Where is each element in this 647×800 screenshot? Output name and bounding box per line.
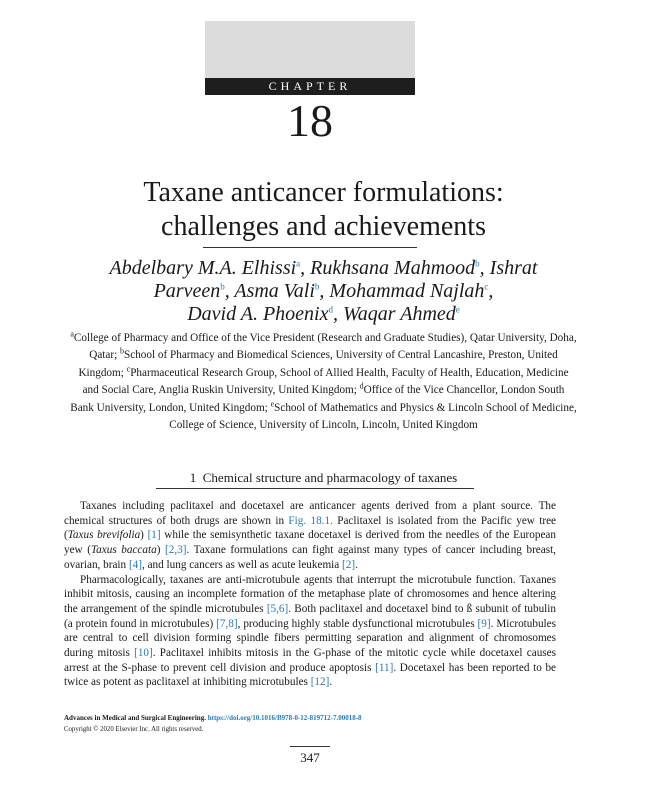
- section-divider: [156, 488, 474, 489]
- citation-link[interactable]: [11]: [375, 661, 394, 674]
- citation-link[interactable]: [2]: [342, 558, 356, 571]
- citation-link[interactable]: [10]: [134, 647, 153, 660]
- text-run: . Docetaxel has been reported to be twice as potent as paclitaxel at inhibiting microtubules: [64, 661, 556, 689]
- chapter-number: 18: [287, 95, 333, 146]
- affiliation-text: College of Pharmacy and Office of the Vice President (Research and Graduate Studies), Qatar University, Doha, Qatar;: [73, 332, 577, 362]
- page-number-rule: [290, 746, 330, 747]
- author-name: David A. Phoenix: [187, 303, 329, 325]
- text-run: .: [329, 676, 333, 689]
- text-run: . Taxane formulations can fight against many types of cancer including breast, ovarian, brain: [64, 544, 556, 571]
- citation-link[interactable]: [4]: [128, 558, 142, 571]
- doi-link[interactable]: https://doi.org/10.1016/B978-0-12-819712-7.00018-8: [207, 714, 362, 722]
- text-run: Taxanes including paclitaxel and docetaxel are anticancer agents derived from a plant source. The chemical structures of both drugs are shown in: [64, 500, 556, 527]
- body-paragraph: [64, 499, 556, 573]
- citation-link[interactable]: Fig. 18.1.: [288, 514, 333, 527]
- author-affiliation-marker[interactable]: b: [475, 258, 480, 269]
- text-run: ): [140, 529, 148, 542]
- author-affiliation-marker[interactable]: b: [220, 281, 225, 292]
- text-run: . Both paclitaxel and docetaxel bind to ß subunit of tubulin (a protein found in microtubules): [64, 602, 556, 630]
- affiliation-text: School of Mathematics and Physics & Lincoln School of Medicine, College of Science, University of Lincoln, Lincoln, United Kingdom: [169, 401, 577, 432]
- author-affiliation-marker[interactable]: d: [328, 304, 333, 315]
- text-run: ): [156, 544, 166, 557]
- citation-link[interactable]: [1]: [147, 529, 161, 542]
- page-number: 347: [300, 750, 320, 765]
- citation-link[interactable]: [9]: [477, 617, 491, 630]
- author-name: Ishrat: [489, 257, 538, 279]
- author-name: Mohammad Najlah: [329, 280, 485, 302]
- body-text: [64, 499, 556, 690]
- section-number: 1: [189, 470, 197, 485]
- affiliation-marker: a: [70, 329, 74, 339]
- author-separator: ,: [319, 280, 330, 302]
- chapter-title: [60, 176, 587, 244]
- affiliation-marker: b: [120, 346, 125, 356]
- chapter-label: CHAPTER: [205, 78, 415, 95]
- author-name: Asma Vali: [234, 280, 315, 302]
- body-paragraph: [64, 573, 556, 691]
- author-affiliation-marker[interactable]: e: [455, 304, 460, 315]
- text-run: Paclitaxel is isolated from the Pacific yew tree (: [64, 514, 557, 542]
- text-run: , and lung cancers as well as acute leukemia: [141, 558, 343, 571]
- text-run: , producing highly stable dysfunctional microtubules: [237, 617, 478, 630]
- title-divider: [203, 247, 417, 248]
- affiliations: [70, 330, 577, 434]
- citation-link[interactable]: [2,3]: [165, 544, 187, 557]
- citation-link[interactable]: [7,8]: [216, 617, 238, 630]
- affiliation-text: School of Pharmacy and Biomedical Sciences, University of Central Lancashire, Preston, United Kingdom;: [78, 349, 558, 379]
- footnote-journal: [64, 714, 362, 722]
- section-title: Chemical structure and pharmacology of taxanes: [202, 470, 458, 485]
- author-list: [60, 257, 587, 326]
- affiliation-marker: c: [126, 364, 131, 374]
- section-heading: [60, 470, 587, 486]
- species-name: Taxus brevifolia: [67, 529, 141, 542]
- author-separator: ,: [300, 257, 311, 279]
- author-separator: ,: [479, 257, 490, 279]
- author-affiliation-marker[interactable]: b: [314, 281, 320, 292]
- author-affiliation-marker[interactable]: c: [484, 281, 489, 292]
- text-run: Pharmacologically, taxanes are anti-microtubule agents that interrupt the microtubule function. Taxanes inhibit mitosis, causing an incomplete formation of the metaphase plate of chromosomes and hence altering the arrangement of the spindle microtubules: [64, 573, 556, 615]
- affiliation-text: Pharmaceutical Research Group, School of Allied Health, Faculty of Health, Education, Medicine and Social Care, Anglia Ruskin University, United Kingdom;: [82, 366, 569, 397]
- affiliation-text: Office of the Vice Chancellor, London South Bank University, London, United Kingdom;: [70, 384, 565, 414]
- citation-link[interactable]: [5,6]: [266, 602, 289, 615]
- author-name: Abdelbary M.A. Elhissi: [109, 257, 297, 279]
- text-run: . Paclitaxel inhibits mitosis in the G-phase of the mitotic cycle while docetaxel causes arrest at the S-phase to prevent cell division and produce apoptosis: [64, 647, 556, 674]
- author-name: Rukhsana Mahmood: [310, 257, 476, 279]
- author-line-2: [60, 280, 587, 303]
- author-separator: ,: [332, 303, 343, 325]
- author-separator: ,: [488, 280, 494, 302]
- affiliation-marker: d: [359, 381, 364, 391]
- chapter-header-box: [205, 21, 415, 78]
- copyright-notice: Copyright © 2020 Elsevier Inc. All rights reserved.: [64, 726, 204, 733]
- author-name: Waqar Ahmed: [342, 303, 456, 325]
- chapter-title-line-2: challenges and achievements: [161, 211, 486, 242]
- author-affiliation-marker[interactable]: a: [296, 258, 301, 269]
- species-name: Taxus baccata: [90, 544, 157, 557]
- text-run: . Microtubules are central to cell division forming spindle fibers permitting separation and alignment of chromosomes during mitosis: [64, 617, 556, 660]
- author-name: Parveen: [153, 280, 221, 302]
- author-line-3: [60, 303, 587, 326]
- chapter-title-line-1: Taxane anticancer formulations:: [143, 177, 504, 208]
- author-separator: ,: [224, 280, 235, 302]
- text-run: while the semisynthetic taxane docetaxel is derived from the needles of the European yew (: [64, 529, 556, 557]
- author-line-1: [60, 257, 587, 280]
- affiliation-marker: e: [270, 398, 275, 408]
- journal-name: Advances in Medical and Surgical Engineering.: [64, 714, 208, 722]
- text-run: .: [355, 558, 358, 571]
- citation-link[interactable]: [12]: [310, 676, 330, 689]
